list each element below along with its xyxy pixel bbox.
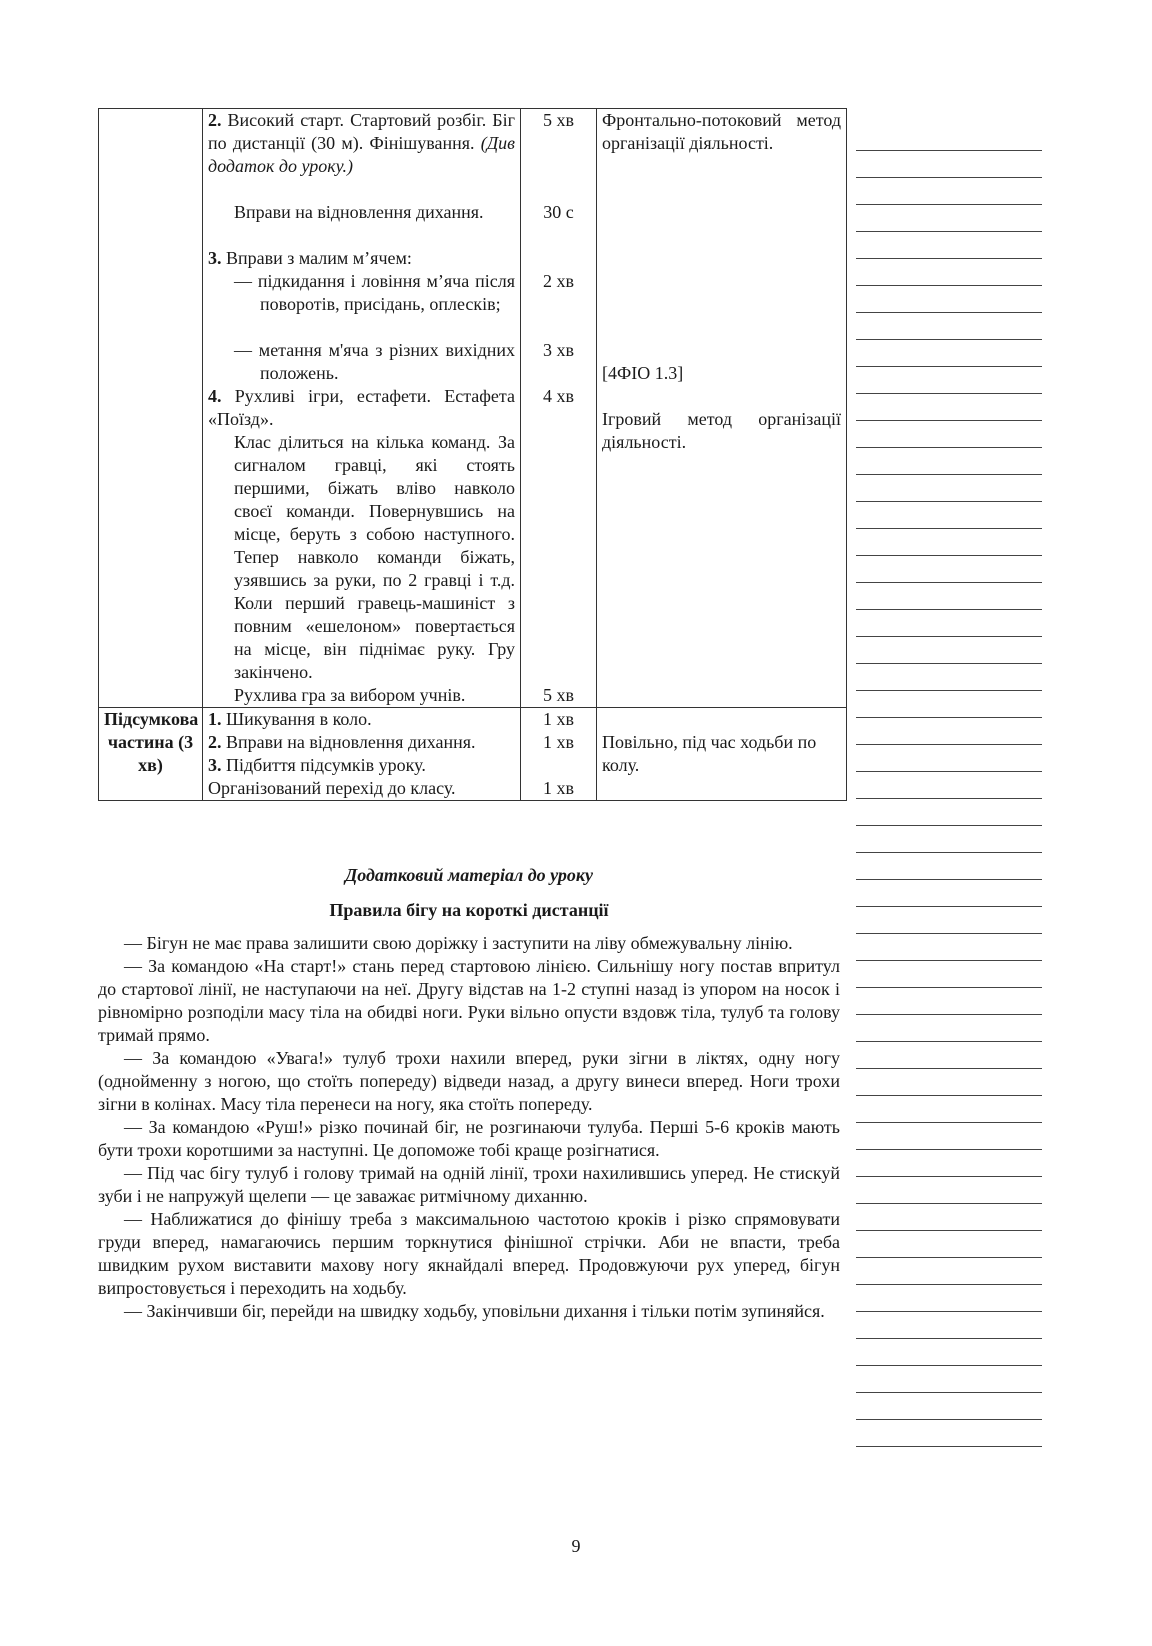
exercise-4 <box>208 385 515 431</box>
note-line <box>856 232 1042 259</box>
relay-description <box>208 431 515 684</box>
rule-paragraph: — Бігун не має права залишити свою доріжку і заступити на ліву обмежувальну лінію. <box>124 933 793 953</box>
time-value: 2 хв <box>543 271 574 291</box>
table-row-main <box>99 109 847 708</box>
rule-paragraph: — Під час бігу тулуб і голову тримай на одній лінії, трохи нахилившись уперед. Не стискуй зуби і не напружуй щелепи — це заважає ритмічному диханню. <box>98 1163 840 1206</box>
page-number: 9 <box>571 1536 581 1556</box>
note-line <box>856 421 1042 448</box>
note-line <box>856 610 1042 637</box>
rule-paragraph: — За командою «Руш!» різко починай біг, не розгинаючи тулуба. Перші 5-6 кроків мають бути трохи коротшими за наступні. Це допоможе тобі краще розігнатися. <box>98 1117 840 1160</box>
list-item: — метання м'яча з різних вихідних положень. <box>234 340 515 383</box>
exercise-number: 3. <box>208 248 222 268</box>
exercise-text: Вправи з малим м’ячем: <box>226 248 412 268</box>
note-line <box>856 853 1042 880</box>
note-line <box>856 907 1042 934</box>
note-line <box>856 394 1042 421</box>
note-line <box>856 1366 1042 1393</box>
note-line <box>856 178 1042 205</box>
time-value: 30 с <box>543 202 574 222</box>
note-line <box>856 1015 1042 1042</box>
note-line <box>856 1420 1042 1447</box>
note-line <box>856 691 1042 718</box>
time-value: 4 хв <box>543 386 574 406</box>
time-cell <box>521 109 597 708</box>
list-item <box>208 731 515 754</box>
method-text: Фронтально-потоковий метод організації діяльності. <box>602 110 841 153</box>
item-number: 1. <box>208 709 222 729</box>
final-time-cell <box>521 708 597 801</box>
note-line <box>856 502 1042 529</box>
item-number: 2. <box>208 732 222 752</box>
note-line <box>856 475 1042 502</box>
note-line <box>856 1312 1042 1339</box>
exercise-3-item-1 <box>208 270 515 339</box>
item-text: Вправи на відновлення дихання. <box>226 732 476 752</box>
rules-title: Правила бігу на короткі дистанції <box>329 900 609 920</box>
note-line <box>856 1204 1042 1231</box>
note-line <box>856 286 1042 313</box>
list-item <box>208 754 515 777</box>
breathing-text: Вправи на відновлення дихання. <box>234 202 484 222</box>
note-line <box>856 1258 1042 1285</box>
rule-paragraph: — За командою «Увага!» тулуб трохи нахили вперед, руки зігни в ліктях, одну ногу (однойменну з ногою, що стоїть попереду) відведи назад, а другу винеси вперед. Ноги трохи зігни в колінах. Масу тіла перенеси на ногу, яка стоїть попереду. <box>98 1048 840 1114</box>
table-row-final <box>99 708 847 801</box>
final-activities <box>203 708 521 801</box>
activity-cell <box>203 109 521 708</box>
method-text: [4ФІО 1.3] <box>602 363 684 383</box>
additional-material <box>98 864 840 1323</box>
note-line <box>856 826 1042 853</box>
item-text: Шикування в коло. <box>226 709 372 729</box>
note-line <box>856 1177 1042 1204</box>
section-label: Підсумкова частина (3 хв) <box>99 708 203 801</box>
exercise-number: 4. <box>208 386 222 406</box>
notes-lines <box>856 124 1042 1447</box>
rule-paragraph: — Закінчивши біг, перейди на швидку ходьбу, уповільни дихання і тільки потім зупиняйся. <box>124 1301 825 1321</box>
lesson-table <box>98 108 847 801</box>
note-line <box>856 529 1042 556</box>
note-line <box>856 1042 1042 1069</box>
exercise-3-item-2 <box>208 339 515 385</box>
note-line <box>856 556 1042 583</box>
list-item: — підкидання і ловіння м’яча після поворотів, присідань, оплесків; <box>234 271 515 314</box>
note-line <box>856 880 1042 907</box>
note-line <box>856 1069 1042 1096</box>
note-line <box>856 151 1042 178</box>
relay-text: Клас ділиться на кілька команд. За сигналом гравці, які стоять першими, біжать вліво навколо своєї команди. Повернувшись на місце, беруть з собою наступного. Тепер навколо команди біжать, узявшись за руки, по 2 гравці і т.д. Коли перший гравець-машиніст з повним «ешелоном» повертається на місце, він піднімає руку. Гру закінчено. <box>234 432 515 682</box>
time-value: 5 хв <box>543 110 574 130</box>
note-line <box>856 961 1042 988</box>
note-line <box>856 1096 1042 1123</box>
note-line <box>856 637 1042 664</box>
breathing-exercise <box>208 201 515 247</box>
note-line <box>856 934 1042 961</box>
section-cell-empty <box>99 109 203 708</box>
list-item <box>208 708 515 731</box>
note-line <box>856 205 1042 232</box>
method-cell <box>597 109 847 708</box>
note-line <box>856 367 1042 394</box>
game-choice <box>208 684 515 707</box>
rule-paragraph: — Наближатися до фінішу треба з максимальною частотою кроків і різко спрямовувати груди вперед, намагаючись першим торкнутися фінішної стрічки. Аби не впасти, треба швидким рухом виставити махову ногу якнайдалі вперед. Продовжуючи рух уперед, бігун випростовується і переходить на ходьбу. <box>98 1209 840 1298</box>
exercise-text: Рухливі ігри, естафети. Естафета «Поїзд». <box>208 386 515 429</box>
exercise-3 <box>208 247 515 270</box>
method-text: Ігровий метод організації діяльності. <box>602 409 841 452</box>
time-value: 1 хв <box>543 778 574 798</box>
note-line <box>856 745 1042 772</box>
list-item <box>208 777 515 800</box>
note-line <box>856 1231 1042 1258</box>
time-value: 5 хв <box>543 685 574 705</box>
note-line <box>856 1150 1042 1177</box>
time-value: 1 хв <box>543 732 574 752</box>
item-number: 3. <box>208 755 222 775</box>
exercise-2 <box>208 109 515 201</box>
note-line <box>856 1285 1042 1312</box>
note-line <box>856 124 1042 151</box>
note-line <box>856 259 1042 286</box>
note-line <box>856 718 1042 745</box>
rule-paragraph: — За командою «На старт!» стань перед стартовою лінією. Сильнішу ногу постав впритул до стартової лінії, не наступаючи на неї. Другу відстав на 1-2 ступні назад із упором на носок і рівномірно розподіли масу тіла на обидві ноги. Руки вільно опусти вздовж тіла, тулуб та голову тримай прямо. <box>98 956 840 1045</box>
final-method-cell <box>597 708 847 801</box>
note-line <box>856 988 1042 1015</box>
material-heading: Додатковий матеріал до уроку <box>344 865 594 885</box>
note-line <box>856 799 1042 826</box>
exercise-number: 2. <box>208 110 222 130</box>
game-text: Рухлива гра за вибором учнів. <box>234 685 466 705</box>
item-text: Організований перехід до класу. <box>208 778 456 798</box>
exercise-text: Високий старт. Стартовий розбіг. Біг по дистанції (30 м). Фінішування. <box>208 110 516 153</box>
note-line <box>856 448 1042 475</box>
note-line <box>856 313 1042 340</box>
item-text: Підбиття підсумків уроку. <box>226 755 426 775</box>
time-value: 1 хв <box>543 709 574 729</box>
note-line <box>856 664 1042 691</box>
note-line <box>856 340 1042 367</box>
note-line <box>856 1123 1042 1150</box>
note-line <box>856 772 1042 799</box>
method-text: Повільно, під час ходьби по колу. <box>602 732 817 775</box>
time-value: 3 хв <box>543 340 574 360</box>
note-line <box>856 583 1042 610</box>
note-line <box>856 1339 1042 1366</box>
exercise-note: (Див додаток до уроку.) <box>208 133 515 176</box>
note-line <box>856 1393 1042 1420</box>
